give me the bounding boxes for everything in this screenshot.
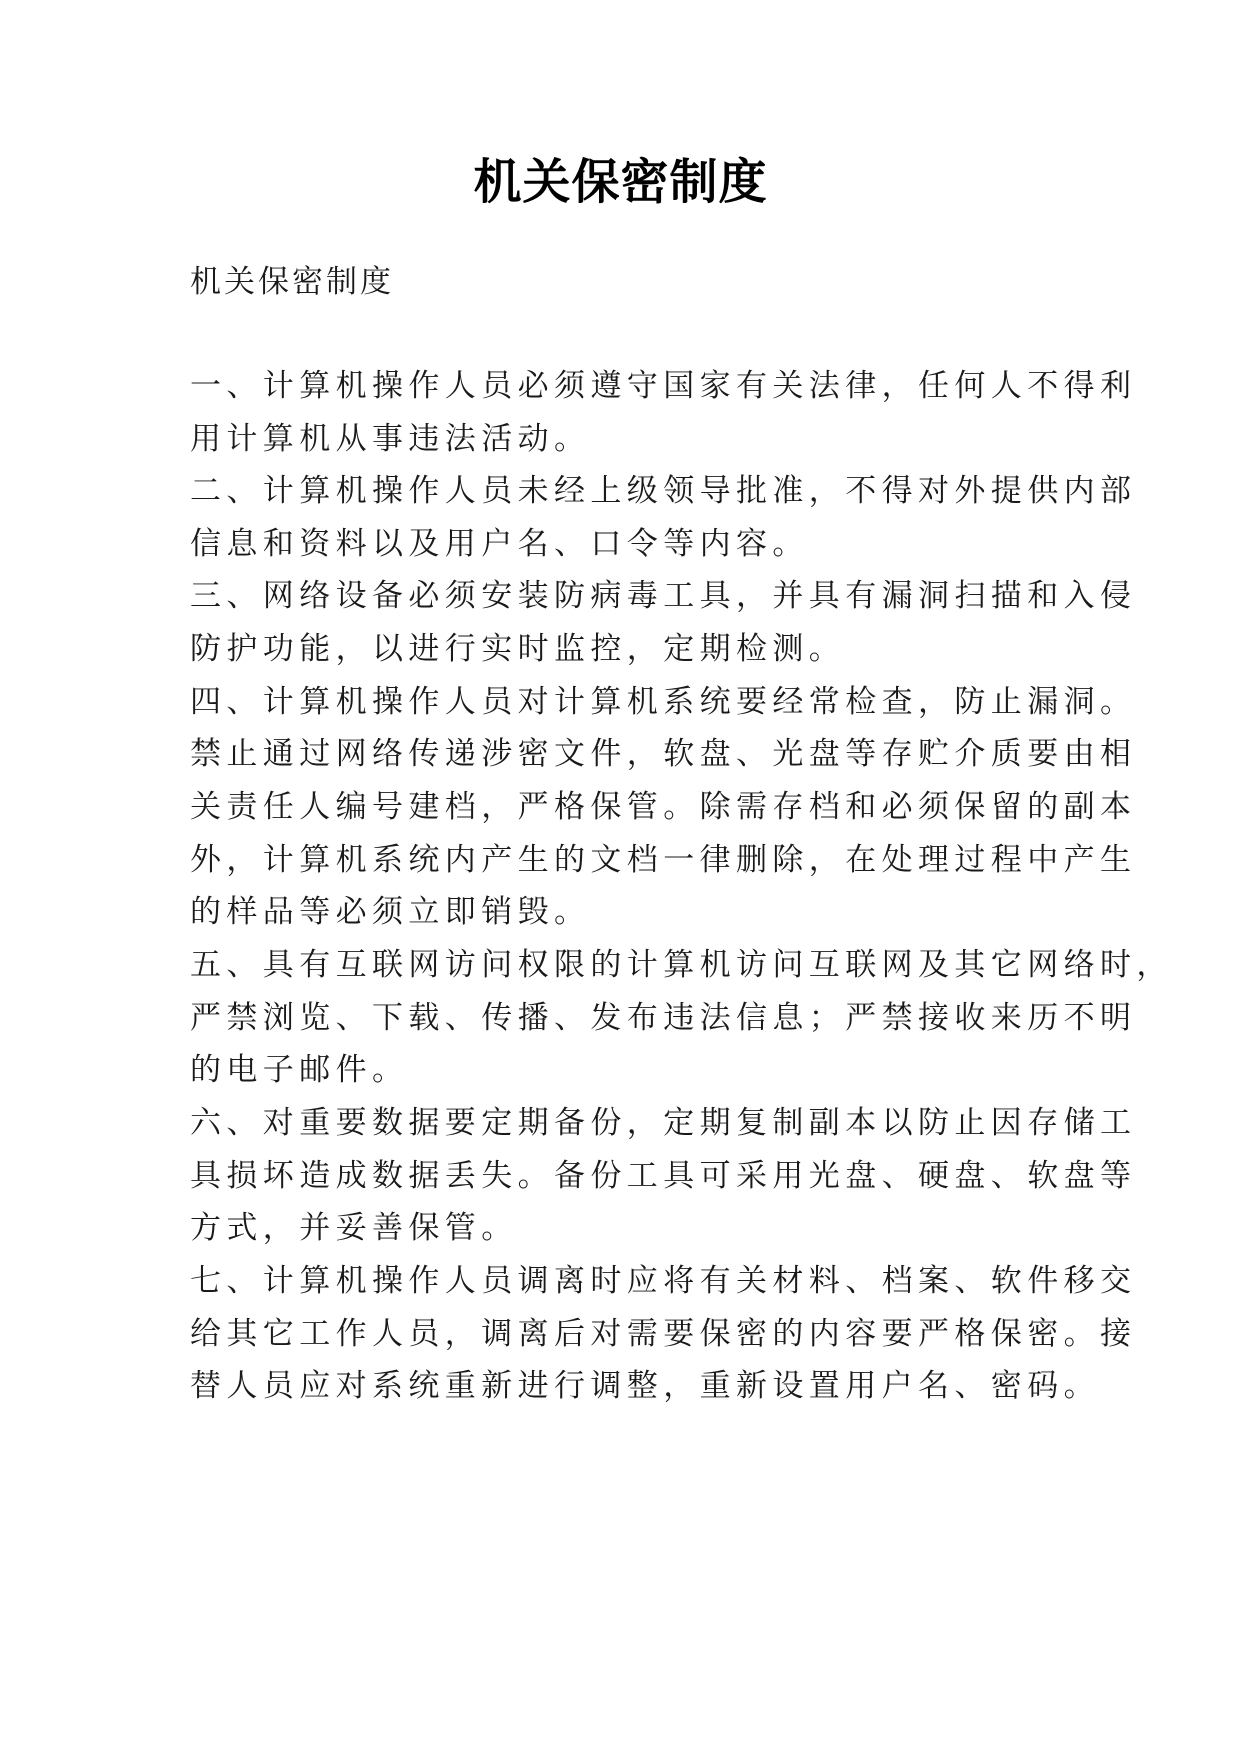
body-line: 二、计算机操作人员未经上级领导批准，不得对外提供内部 (190, 473, 1137, 509)
body-line: 禁止通过网络传递涉密文件，软盘、光盘等存贮介质要由相 (190, 736, 1137, 772)
body-line: 外，计算机系统内产生的文档一律删除，在处理过程中产生 (190, 842, 1137, 878)
body-line: 七、计算机操作人员调离时应将有关材料、档案、软件移交 (190, 1263, 1137, 1299)
document-title: 机关保密制度 (473, 154, 768, 210)
body-line: 防护功能，以进行实时监控，定期检测。 (190, 631, 846, 667)
body-line: 具损坏造成数据丢失。备份工具可采用光盘、硬盘、软盘等 (190, 1158, 1137, 1194)
body-line: 的样品等必须立即销毁。 (190, 894, 591, 930)
body-line: 严禁浏览、下载、传播、发布违法信息；严禁接收来历不明 (190, 1000, 1137, 1036)
body-line: 六、对重要数据要定期备份，定期复制副本以防止因存储工 (190, 1105, 1137, 1141)
body-line: 三、网络设备必须安装防病毒工具，并具有漏洞扫描和入侵 (190, 578, 1137, 614)
body-line: 四、计算机操作人员对计算机系统要经常检查，防止漏洞。 (190, 684, 1137, 720)
body-line: 用计算机从事违法活动。 (190, 421, 591, 457)
body-line: 给其它工作人员，调离后对需要保密的内容要严格保密。接 (190, 1316, 1137, 1352)
body-line: 的电子邮件。 (190, 1052, 409, 1088)
body-line: 替人员应对系统重新进行调整，重新设置用户名、密码。 (190, 1368, 1100, 1404)
body-line: 关责任人编号建档，严格保管。除需存档和必须保留的副本 (190, 789, 1137, 825)
body-line: 一、计算机操作人员必须遵守国家有关法律，任何人不得利 (190, 368, 1137, 404)
document-subtitle: 机关保密制度 (190, 264, 394, 300)
body-line: 五、具有互联网访问权限的计算机访问互联网及其它网络时， (190, 947, 1173, 983)
body-line: 信息和资料以及用户名、口令等内容。 (190, 526, 809, 562)
body-line: 方式，并妥善保管。 (190, 1210, 518, 1246)
